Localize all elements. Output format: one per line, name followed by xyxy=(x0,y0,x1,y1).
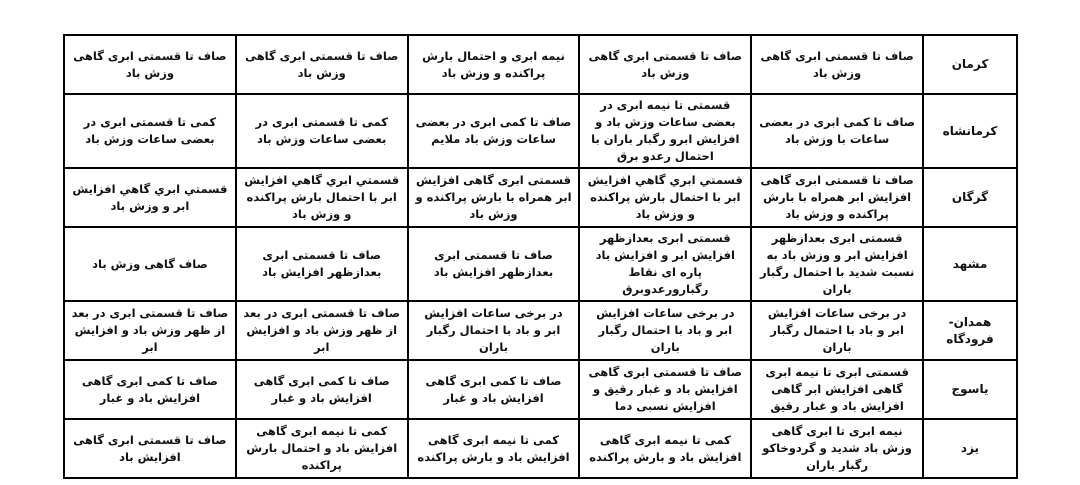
city-name: یزد xyxy=(923,419,1017,478)
forecast-cell: صاف تا کمی ابری گاهی افزایش باد و غبار xyxy=(236,360,408,419)
forecast-cell: صاف تا قسمتی ابری بعدازظهر افزایش باد xyxy=(236,227,408,301)
forecast-cell: صاف تا قسمتی ابری گاهی افزایش باد و غبار رقیق و افزایش نسبی دما xyxy=(579,360,751,419)
forecast-cell: صاف تا قسمتی ابری در بعد از ظهر وزش باد و افزایش ابر xyxy=(236,301,408,360)
forecast-cell: صاف تا کمی ابری گاهی افزایش باد و غبار xyxy=(408,360,580,419)
forecast-cell: صاف تا کمی ابری گاهی افزایش باد و غبار xyxy=(64,360,236,419)
city-name: همدان-فرودگاه xyxy=(923,301,1017,360)
forecast-cell: قسمتي ابري گاهي افزايش ابر با احتمال بارش پراکنده و وزش باد xyxy=(236,168,408,227)
forecast-cell: قسمتی ابری بعدازظهر افزایش ابر و وزش باد به نسبت شدید با احتمال رگبار باران xyxy=(751,227,923,301)
city-name: گرگان xyxy=(923,168,1017,227)
forecast-cell: قسمتي ابري گاهي افزايش ابر با احتمال بارش پراکنده و وزش باد xyxy=(579,168,751,227)
forecast-cell: صاف تا قسمتی ابری گاهی وزش باد xyxy=(236,35,408,94)
weather-forecast-table xyxy=(63,34,1018,479)
forecast-cell: نیمه ابری تا ابری گاهی وزش باد شدید و گردوخاکو رگبار باران xyxy=(751,419,923,478)
table-row xyxy=(64,168,1017,227)
table-row xyxy=(64,35,1017,94)
table-row xyxy=(64,419,1017,478)
table-row xyxy=(64,301,1017,360)
forecast-cell: صاف گاهی وزش باد xyxy=(64,227,236,301)
table-row xyxy=(64,360,1017,419)
city-name: کرمان xyxy=(923,35,1017,94)
forecast-cell: در برخی ساعات افزایش ابر و باد با احتمال رگبار باران xyxy=(579,301,751,360)
city-name: مشهد xyxy=(923,227,1017,301)
forecast-cell: صاف تا قسمتی ابری بعدازظهر افزایش باد xyxy=(408,227,580,301)
forecast-cell: صاف تا قسمتی ابری گاهی وزش باد xyxy=(64,35,236,94)
forecast-cell: کمی تا نیمه ابری گاهی افزایش باد و بارش پراکنده xyxy=(408,419,580,478)
forecast-cell: صاف تا قسمتی ابری گاهی وزش باد xyxy=(579,35,751,94)
forecast-cell: در برخی ساعات افزایش ابر و باد با احتمال رگبار باران xyxy=(751,301,923,360)
forecast-cell: کمی تا قسمتی ابری در بعضی ساعات وزش باد xyxy=(64,94,236,168)
forecast-cell: صاف تا قسمتی ابری در بعد از ظهر وزش باد و افزایش ابر xyxy=(64,301,236,360)
forecast-cell: قسمتی ابری تا نیمه ابری گاهی افزایش ابر گاهی افزایش باد و غبار رقیق xyxy=(751,360,923,419)
forecast-cell: صاف تا قسمتی ابری گاهی وزش باد xyxy=(751,35,923,94)
forecast-cell: کمی تا نیمه ابری گاهی افزایش باد و احتمال بارش پراکنده xyxy=(236,419,408,478)
forecast-cell: صاف تا کمی ابری در بعضی ساعات با وزش باد xyxy=(751,94,923,168)
table-row xyxy=(64,227,1017,301)
forecast-cell: در برخی ساعات افزایش ابر و باد با احتمال رگبار باران xyxy=(408,301,580,360)
city-name: کرمانشاه xyxy=(923,94,1017,168)
forecast-cell: نیمه ابری و احتمال بارش پراکنده و وزش باد xyxy=(408,35,580,94)
table-row xyxy=(64,94,1017,168)
forecast-cell: صاف تا قسمتی ابری گاهی افزایش ابر همراه با بارش پراکنده و وزش باد xyxy=(751,168,923,227)
forecast-cell: قسمتی تا نیمه ابری در بعضی ساعات وزش باد و افزایش ابرو رگبار باران با احتمال رعدو برق xyxy=(579,94,751,168)
forecast-cell: کمی تا نیمه ابری گاهی افزایش باد و بارش پراکنده xyxy=(579,419,751,478)
forecast-cell: قسمتي ابري گاهي افزايش ابر و وزش باد xyxy=(64,168,236,227)
city-name: یاسوج xyxy=(923,360,1017,419)
forecast-cell: صاف تا کمی ابری در بعضی ساعات وزش باد ملایم xyxy=(408,94,580,168)
forecast-cell: قسمتی ابری بعدازظهر افزایش ابر و افزایش باد پاره ای نقاط رگبارورعدوبرق xyxy=(579,227,751,301)
forecast-cell: صاف تا قسمتی ابری گاهی افزایش باد xyxy=(64,419,236,478)
forecast-cell: قسمتی ابری گاهی افزایش ابر همراه با بارش پراکنده و وزش باد xyxy=(408,168,580,227)
forecast-cell: کمی تا قسمتی ابری در بعضی ساعات وزش باد xyxy=(236,94,408,168)
